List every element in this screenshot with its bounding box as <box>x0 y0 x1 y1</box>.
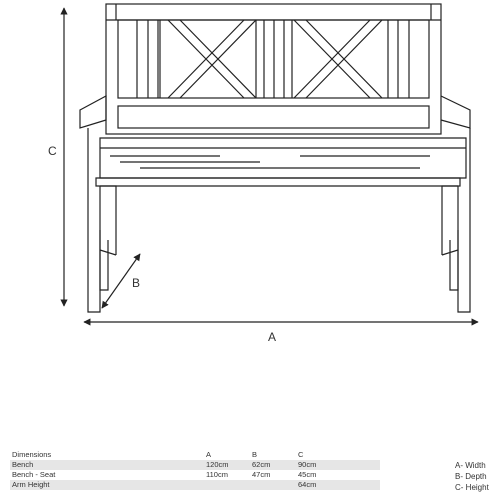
dimension-arrows <box>64 8 478 322</box>
table-cell: Arm Height <box>10 480 204 490</box>
right-rear-leg <box>442 230 458 290</box>
table-header: C <box>298 450 304 459</box>
lower-back-rail <box>118 106 429 128</box>
seat <box>100 138 466 178</box>
right-slats <box>398 20 409 98</box>
table-cell: 110cm <box>206 470 228 479</box>
table-header: B <box>252 450 258 459</box>
legend-item: B- Depth <box>455 472 487 481</box>
bench-drawing <box>80 4 470 312</box>
legend-item: C- Height <box>455 483 489 492</box>
right-armrest <box>441 96 470 128</box>
table-cell <box>250 480 296 490</box>
dimension-legend <box>455 460 489 493</box>
table-cell: Bench - Seat <box>12 470 56 479</box>
left-armrest <box>80 96 106 128</box>
right-cross <box>292 20 388 98</box>
table-row <box>10 470 380 480</box>
legend-item: A- Width <box>455 461 486 470</box>
table-header: Dimensions <box>12 450 52 459</box>
table-header-row <box>10 450 380 460</box>
center-slats <box>264 20 284 98</box>
table-cell <box>204 480 250 490</box>
table-row <box>10 480 380 490</box>
width-label: A <box>268 330 277 344</box>
table-cell: Bench <box>10 460 204 470</box>
left-cross <box>160 20 256 98</box>
table-header: A <box>206 450 212 459</box>
height-label: C <box>48 144 57 158</box>
table-cell: 90cm <box>296 460 380 470</box>
front-apron <box>96 178 460 186</box>
dimensions-table <box>10 450 380 490</box>
left-slats <box>137 20 158 98</box>
depth-label: B <box>132 276 141 290</box>
table-cell: 64cm <box>296 480 380 490</box>
table-cell: 120cm <box>204 460 250 470</box>
left-rear-leg <box>100 230 116 290</box>
table-row <box>10 460 380 470</box>
table-cell: 62cm <box>250 460 296 470</box>
table-cell: 47cm <box>252 470 271 479</box>
table-cell: 45cm <box>298 470 317 479</box>
